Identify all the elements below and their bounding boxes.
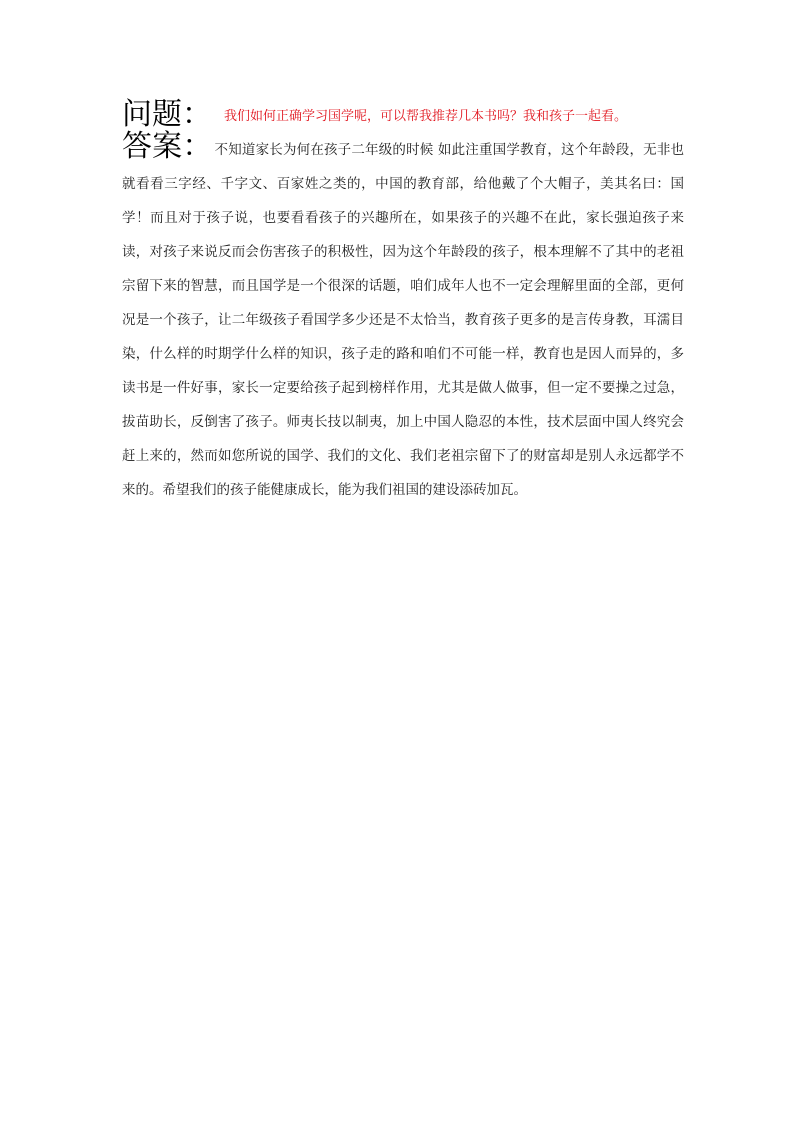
question-row xyxy=(122,98,684,132)
answer-label: 答案： xyxy=(122,129,213,164)
answer-paragraph xyxy=(122,129,684,507)
question-label: 问题： xyxy=(122,97,212,132)
qa-block xyxy=(122,98,684,507)
question-text: 我们如何正确学习国学呢，可以帮我推荐几本书吗？我和孩子一起看。 xyxy=(224,109,628,124)
answer-text: 不知道家长为何在孩子二年级的时候 如此注重国学教育，这个年龄段，无非也就看看三字经、千字文、百家姓之类的，中国的教育部，给他戴了个大帽子，美其名曰：国学！而且对于孩子说，也要看看孩子的兴趣所在，如果孩子的兴趣不在此，家长强迫孩子来读，对孩子来说反而会伤害孩子的积极性，因为这个年龄段的孩子，根本理解不了其中的老祖宗留下来的智慧，而且国学是一个很深的话题，咱们成年人也不一定会理解里面的全部，更何况是一个孩子，让二年级孩子看国学多少还是不太恰当，教育孩子更多的是言传身教，耳濡目染，什么样的时期学什么样的知识，孩子走的路和咱们不可能一样，教育也是因人而异的，多读书是一件好事，家长一定要给孩子起到榜样作用，尤其是做人做事，但一定不要操之过急，拔苗助长，反倒害了孩子。师夷长技以制夷，加上中国人隐忍的本性，技术层面中国人终究会赶上来的，然而如您所说的国学、我们的文化、我们老祖宗留下了的财富却是别人永远都学不来的。希望我们的孩子能健康成长，能为我们祖国的建设添砖加瓦。 xyxy=(122,142,684,498)
